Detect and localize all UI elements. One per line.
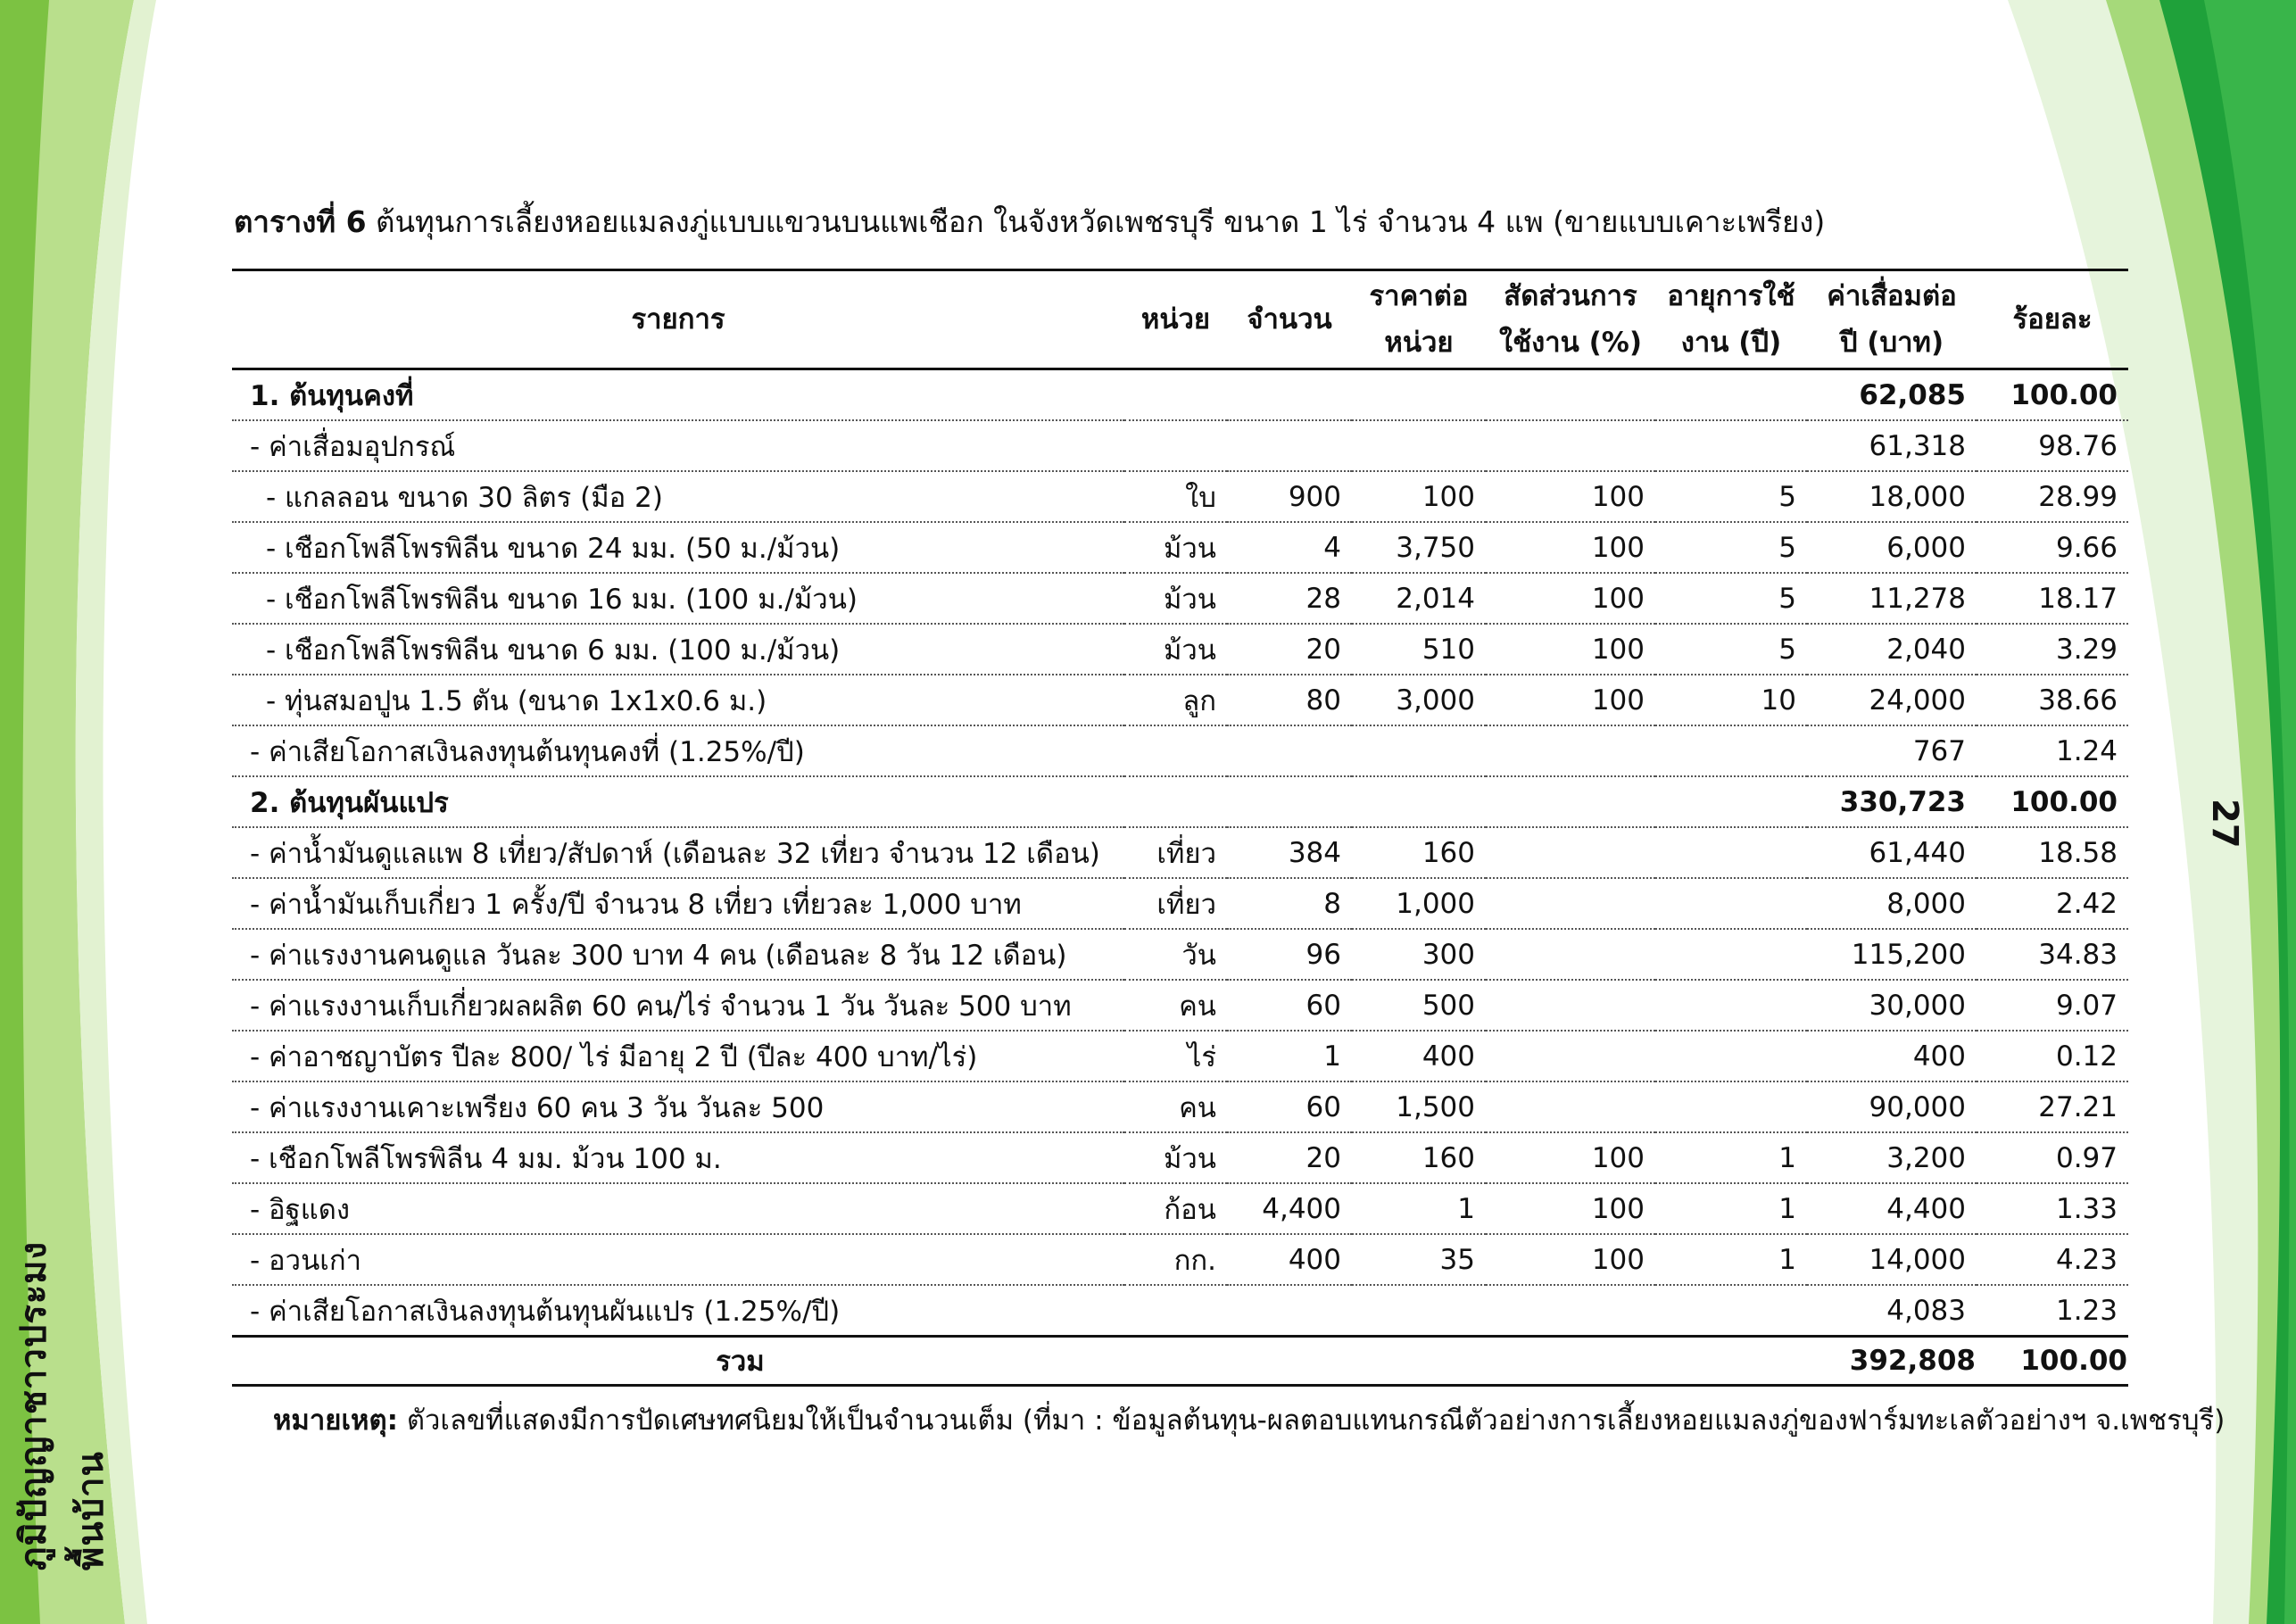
total-label: รวม [232,1337,1124,1386]
row-depreciation: 18,000 [1807,471,1977,522]
header-usage [1486,270,1655,369]
row-unit: วัน [1124,929,1227,980]
row-life: 5 [1655,624,1807,675]
table-body [232,369,2128,1337]
row-depreciation: 400 [1807,1031,1977,1081]
header-price-line2: หน่วย [1384,327,1454,359]
row-percent: 2.42 [1977,878,2128,929]
row-item: - ค่าอาชญาบัตร ปีละ 800/ ไร่ มีอายุ 2 ปี (ปีละ 400 บาท/ไร่) [232,1031,1124,1081]
row-qty: 96 [1227,929,1352,980]
row-item: - ค่าเสียโอกาสเงินลงทุนต้นทุนผันแปร (1.25%/ปี) [232,1285,1124,1337]
total-price [1352,1337,1486,1386]
row-qty: 4,400 [1227,1183,1352,1234]
row-percent: 100.00 [1977,776,2128,827]
row-price [1352,776,1486,827]
row-life [1655,1285,1807,1337]
row-depreciation: 767 [1807,725,1977,776]
row-percent: 1.24 [1977,725,2128,776]
total-life [1655,1337,1807,1386]
table-row [232,471,2128,522]
table-row [232,420,2128,471]
row-percent: 38.66 [1977,675,2128,725]
row-qty [1227,725,1352,776]
row-price: 3,000 [1352,675,1486,725]
row-percent: 18.58 [1977,827,2128,878]
header-row [232,270,2128,369]
total-row [232,1337,2128,1386]
row-percent: 34.83 [1977,929,2128,980]
row-price: 160 [1352,827,1486,878]
row-life [1655,420,1807,471]
row-life [1655,725,1807,776]
row-qty: 4 [1227,522,1352,573]
row-life [1655,776,1807,827]
table-row [232,1285,2128,1337]
total-depreciation: 392,808 [1807,1337,1977,1386]
row-usage [1486,369,1655,421]
header-price-line1: ราคาต่อ [1369,280,1469,312]
row-unit: ม้วน [1124,1132,1227,1183]
row-percent: 0.97 [1977,1132,2128,1183]
row-item: - ค่าแรงงานคนดูแล วันละ 300 บาท 4 คน (เดือนละ 8 วัน 12 เดือน) [232,929,1124,980]
row-life [1655,980,1807,1031]
row-price: 3,750 [1352,522,1486,573]
table-row [232,522,2128,573]
row-usage [1486,1031,1655,1081]
row-depreciation: 8,000 [1807,878,1977,929]
row-item: - ค่าเสื่อมอุปกรณ์ [232,420,1124,471]
row-qty [1227,1285,1352,1337]
row-percent: 27.21 [1977,1081,2128,1132]
row-depreciation: 115,200 [1807,929,1977,980]
row-price [1352,369,1486,421]
row-percent: 98.76 [1977,420,2128,471]
row-unit: ม้วน [1124,522,1227,573]
section-row [232,369,2128,421]
row-qty: 20 [1227,624,1352,675]
row-life [1655,929,1807,980]
row-unit [1124,776,1227,827]
row-usage [1486,827,1655,878]
row-life [1655,827,1807,878]
row-usage [1486,878,1655,929]
cost-table [232,269,2128,1387]
page-content [232,198,2226,1442]
row-unit: กก. [1124,1234,1227,1285]
row-item: - เชือกโพลีโพรพิลีน 4 มม. ม้วน 100 ม. [232,1132,1124,1183]
header-life [1655,270,1807,369]
header-percent: ร้อยละ [1977,270,2128,369]
total-percent: 100.00 [1977,1337,2128,1386]
table-row [232,624,2128,675]
table-row [232,573,2128,624]
row-usage [1486,1285,1655,1337]
table-row [232,1031,2128,1081]
row-usage: 100 [1486,573,1655,624]
table-row [232,929,2128,980]
row-usage [1486,1081,1655,1132]
row-item: - เชือกโพลีโพรพิลีน ขนาด 6 มม. (100 ม./ม้วน) [232,624,1124,675]
row-usage [1486,776,1655,827]
row-life: 1 [1655,1132,1807,1183]
caption-label: ตารางที่ 6 [234,204,367,239]
row-price: 510 [1352,624,1486,675]
row-depreciation: 2,040 [1807,624,1977,675]
row-price: 2,014 [1352,573,1486,624]
row-depreciation: 330,723 [1807,776,1977,827]
row-usage: 100 [1486,624,1655,675]
header-usage-line1: สัดส่วนการ [1504,280,1637,312]
row-usage [1486,725,1655,776]
row-price: 100 [1352,471,1486,522]
row-depreciation: 90,000 [1807,1081,1977,1132]
row-life: 1 [1655,1234,1807,1285]
table-row [232,1081,2128,1132]
row-depreciation: 4,400 [1807,1183,1977,1234]
header-price [1352,270,1486,369]
row-price: 160 [1352,1132,1486,1183]
row-qty [1227,369,1352,421]
row-unit: ก้อน [1124,1183,1227,1234]
table-row [232,725,2128,776]
row-unit: เที่ยว [1124,827,1227,878]
row-life: 10 [1655,675,1807,725]
row-qty: 900 [1227,471,1352,522]
row-qty: 60 [1227,1081,1352,1132]
row-qty: 60 [1227,980,1352,1031]
row-depreciation: 24,000 [1807,675,1977,725]
table-caption [234,198,2128,245]
row-price: 400 [1352,1031,1486,1081]
row-unit [1124,420,1227,471]
row-price: 1,500 [1352,1081,1486,1132]
total-usage [1486,1337,1655,1386]
row-qty [1227,776,1352,827]
row-depreciation: 61,318 [1807,420,1977,471]
row-unit: ไร่ [1124,1031,1227,1081]
row-unit: ม้วน [1124,573,1227,624]
row-usage: 100 [1486,675,1655,725]
table-row [232,1234,2128,1285]
row-percent: 3.29 [1977,624,2128,675]
row-unit: ม้วน [1124,624,1227,675]
header-life-line2: งาน (ปี) [1680,327,1782,359]
row-price: 1 [1352,1183,1486,1234]
row-unit [1124,369,1227,421]
row-percent: 28.99 [1977,471,2128,522]
row-life [1655,1031,1807,1081]
row-usage: 100 [1486,471,1655,522]
header-item: รายการ [232,270,1124,369]
row-depreciation: 11,278 [1807,573,1977,624]
row-item: - ค่าเสียโอกาสเงินลงทุนต้นทุนคงที่ (1.25%/ปี) [232,725,1124,776]
row-price [1352,1285,1486,1337]
caption-text: ต้นทุนการเลี้ยงหอยแมลงภู่แบบแขวนบนแพเชือก ในจังหวัดเพชรบุรี ขนาด 1 ไร่ จำนวน 4 แพ (ขายแบบเคาะเพรียง) [376,204,1826,239]
row-depreciation: 61,440 [1807,827,1977,878]
row-life [1655,878,1807,929]
row-usage: 100 [1486,1183,1655,1234]
row-unit: ลูก [1124,675,1227,725]
row-item: 1. ต้นทุนคงที่ [232,369,1124,421]
row-percent: 9.07 [1977,980,2128,1031]
row-unit [1124,1285,1227,1337]
row-depreciation: 6,000 [1807,522,1977,573]
header-unit: หน่วย [1124,270,1227,369]
row-unit: เที่ยว [1124,878,1227,929]
row-usage: 100 [1486,1132,1655,1183]
row-price [1352,725,1486,776]
row-item: - ค่าน้ำมันดูแลแพ 8 เที่ยว/สัปดาห์ (เดือนละ 32 เที่ยว จำนวน 12 เดือน) [232,827,1124,878]
row-life: 5 [1655,522,1807,573]
total-unit [1124,1337,1227,1386]
row-unit: คน [1124,1081,1227,1132]
row-qty: 8 [1227,878,1352,929]
row-life: 5 [1655,573,1807,624]
note-text: ตัวเลขที่แสดงมีการปัดเศษทศนิยมให้เป็นจำนวนเต็ม (ที่มา : ข้อมูลต้นทุน-ผลตอบแทนกรณีตัวอย่างการเลี้ยงหอยแมลงภู่ของฟาร์มทะเลตัวอย่างฯ จ.เพชรบุรี) [406,1404,2226,1437]
row-unit: ใบ [1124,471,1227,522]
note-label: หมายเหตุ: [273,1404,398,1437]
row-item: - แกลลอน ขนาด 30 ลิตร (มือ 2) [232,471,1124,522]
row-usage [1486,929,1655,980]
row-usage [1486,980,1655,1031]
row-item: - เชือกโพลีโพรพิลีน ขนาด 16 มม. (100 ม./ม้วน) [232,573,1124,624]
row-qty: 80 [1227,675,1352,725]
row-price: 1,000 [1352,878,1486,929]
row-depreciation: 62,085 [1807,369,1977,421]
row-percent: 0.12 [1977,1031,2128,1081]
table-row [232,878,2128,929]
row-percent: 18.17 [1977,573,2128,624]
row-life [1655,1081,1807,1132]
header-qty: จำนวน [1227,270,1352,369]
row-depreciation: 4,083 [1807,1285,1977,1337]
row-unit [1124,725,1227,776]
row-item: - อิฐแดง [232,1183,1124,1234]
row-percent: 4.23 [1977,1234,2128,1285]
row-usage: 100 [1486,522,1655,573]
header-usage-line2: ใช้งาน (%) [1498,327,1643,359]
row-depreciation: 3,200 [1807,1132,1977,1183]
row-unit: คน [1124,980,1227,1031]
row-price: 300 [1352,929,1486,980]
section-row [232,776,2128,827]
row-item: - ทุ่นสมอปูน 1.5 ตัน (ขนาด 1x1x0.6 ม.) [232,675,1124,725]
row-item: - ค่าแรงงานเคาะเพรียง 60 คน 3 วัน วันละ 500 [232,1081,1124,1132]
table-row [232,675,2128,725]
row-qty [1227,420,1352,471]
row-item: - ค่าแรงงานเก็บเกี่ยวผลผลิต 60 คน/ไร่ จำนวน 1 วัน วันละ 500 บาท [232,980,1124,1031]
row-percent: 1.23 [1977,1285,2128,1337]
row-qty: 1 [1227,1031,1352,1081]
total-qty [1227,1337,1352,1386]
row-item: - เชือกโพลีโพรพิลีน ขนาด 24 มม. (50 ม./ม้วน) [232,522,1124,573]
table-note [232,1397,2226,1442]
row-percent: 9.66 [1977,522,2128,573]
row-life: 1 [1655,1183,1807,1234]
row-percent: 100.00 [1977,369,2128,421]
row-item: 2. ต้นทุนผันแปร [232,776,1124,827]
row-usage: 100 [1486,1234,1655,1285]
header-life-line1: อายุการใช้ [1667,280,1795,312]
row-depreciation: 30,000 [1807,980,1977,1031]
row-percent: 1.33 [1977,1183,2128,1234]
table-row [232,980,2128,1031]
table-row [232,1183,2128,1234]
row-item: - ค่าน้ำมันเก็บเกี่ยว 1 ครั้ง/ปี จำนวน 8 เที่ยว เที่ยวละ 1,000 บาท [232,878,1124,929]
table-row [232,827,2128,878]
row-qty: 384 [1227,827,1352,878]
row-price: 35 [1352,1234,1486,1285]
header-depreciation [1807,270,1977,369]
row-price [1352,420,1486,471]
row-item: - อวนเก่า [232,1234,1124,1285]
row-qty: 400 [1227,1234,1352,1285]
vertical-side-title: ภูมิปัญญาชาวประมงพื้นบ้าน [13,1240,112,1570]
row-qty: 20 [1227,1132,1352,1183]
row-price: 500 [1352,980,1486,1031]
row-qty: 28 [1227,573,1352,624]
header-dep-line2: ปี (บาท) [1839,327,1944,359]
header-dep-line1: ค่าเสื่อมต่อ [1827,280,1957,312]
row-life [1655,369,1807,421]
page-number: 27 [2204,799,2245,849]
row-depreciation: 14,000 [1807,1234,1977,1285]
row-usage [1486,420,1655,471]
table-row [232,1132,2128,1183]
row-life: 5 [1655,471,1807,522]
